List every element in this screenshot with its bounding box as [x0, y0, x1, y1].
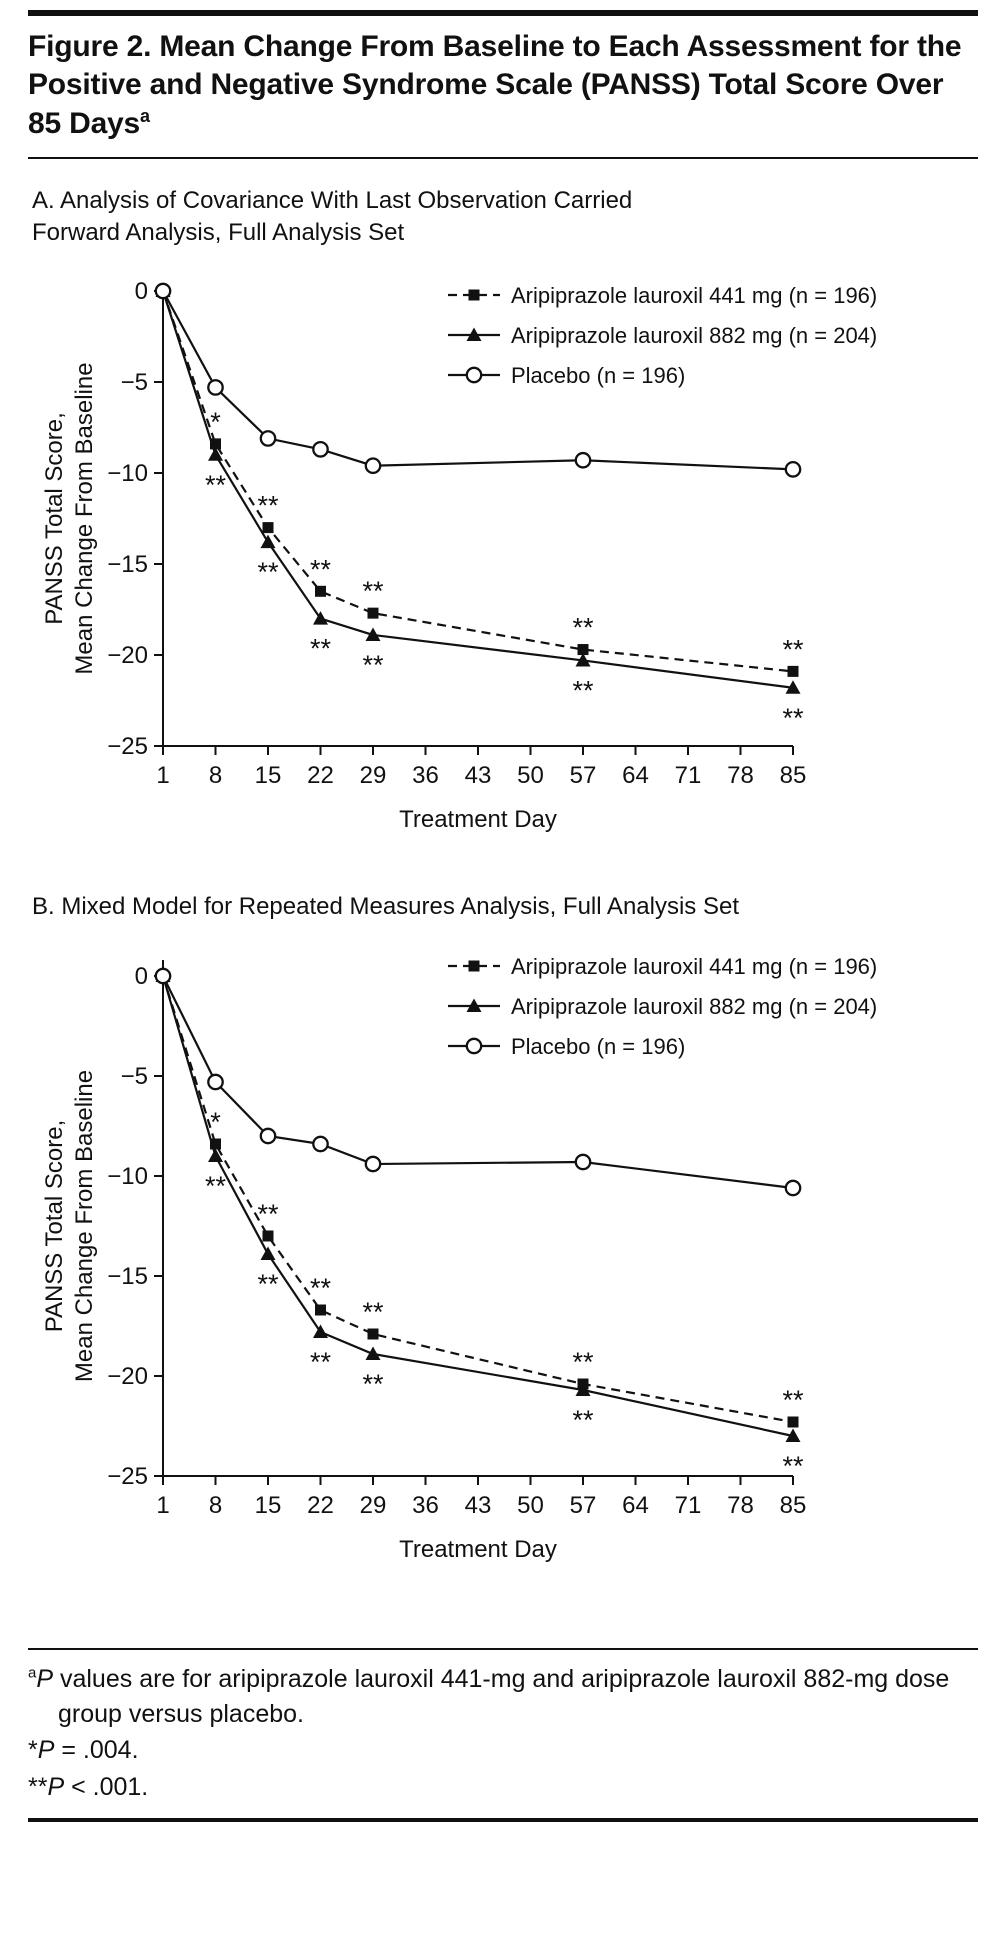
significance-marker: **	[309, 1347, 332, 1378]
circle-marker	[576, 453, 590, 467]
top-rule	[28, 10, 978, 16]
y-axis-title-line1: PANSS Total Score,	[41, 411, 68, 625]
panel-a	[28, 185, 978, 850]
series-aripiprazole-lauroxil-882	[156, 283, 804, 732]
circle-marker	[156, 969, 170, 983]
legend-label: Placebo (n = 196)	[511, 1034, 686, 1060]
legend	[448, 283, 877, 388]
svg-text:−5: −5	[120, 368, 148, 396]
svg-text:43: 43	[464, 1492, 492, 1520]
svg-text:−15: −15	[107, 1263, 148, 1291]
significance-marker: **	[257, 490, 279, 521]
significance-marker: **	[309, 553, 332, 584]
svg-text:22: 22	[307, 1492, 334, 1520]
significance-marker: **	[782, 633, 804, 664]
legend	[448, 954, 877, 1059]
footnote-a	[28, 1662, 978, 1731]
svg-text:78: 78	[727, 761, 754, 789]
circle-marker	[313, 1137, 327, 1151]
circle-marker	[467, 1039, 481, 1053]
footnote-single-star-text: = .004.	[54, 1736, 139, 1765]
square-marker	[368, 607, 379, 618]
svg-text:1: 1	[156, 1492, 170, 1520]
significance-marker: **	[362, 575, 384, 606]
figure-title	[28, 28, 978, 143]
footnote-single-star-p: P	[37, 1736, 55, 1765]
significance-marker: **	[309, 1273, 332, 1304]
footnote-top-rule	[28, 1648, 978, 1650]
svg-text:15: 15	[254, 1492, 282, 1520]
significance-marker: *	[210, 1107, 221, 1138]
panel-b-title: B. Mixed Model for Repeated Measures Analysis, Full Analysis Set	[32, 892, 739, 920]
series-aripiprazole-lauroxil-441	[158, 971, 804, 1428]
significance-marker: **	[782, 1385, 804, 1416]
circle-marker	[786, 462, 800, 476]
svg-text:50: 50	[517, 1492, 544, 1520]
legend-label: Aripiprazole lauroxil 882 mg (n = 204)	[511, 994, 878, 1020]
svg-text:78: 78	[727, 1492, 754, 1520]
x-axis-title: Treatment Day	[399, 1536, 557, 1564]
svg-text:0: 0	[134, 963, 148, 991]
x-axis-title: Treatment Day	[399, 805, 557, 833]
svg-text:50: 50	[517, 761, 544, 789]
y-axis-title-line1: PANSS Total Score,	[41, 1119, 68, 1333]
legend-label: Aripiprazole lauroxil 441 mg (n = 196)	[511, 282, 878, 308]
square-marker	[368, 1329, 379, 1340]
significance-marker: **	[572, 1405, 594, 1436]
title-divider-rule	[28, 157, 978, 159]
panel-a-title: A. Analysis of Covariance With Last Observation Carried Forward Analysis, Full Analysis Set	[32, 187, 633, 246]
svg-text:−25: −25	[107, 732, 148, 760]
legend-item-placebo	[448, 1034, 685, 1059]
significance-marker: **	[362, 649, 384, 680]
triangle-marker	[313, 1325, 328, 1339]
legend-item-aripiprazole-lauroxil-441	[448, 954, 877, 979]
svg-text:0: 0	[134, 277, 148, 305]
footnote-double-star-marker: **	[28, 1772, 48, 1801]
svg-text:−5: −5	[120, 1063, 148, 1091]
svg-text:64: 64	[622, 761, 649, 789]
y-axis-title-line2: Mean Change From Baseline	[71, 1070, 98, 1383]
square-marker	[788, 665, 799, 676]
svg-text:8: 8	[208, 1492, 223, 1520]
svg-text:29: 29	[359, 761, 387, 789]
svg-text:−25: −25	[107, 1463, 148, 1491]
svg-text:15: 15	[254, 761, 282, 789]
legend-label: Aripiprazole lauroxil 441 mg (n = 196)	[511, 954, 878, 980]
square-marker	[469, 961, 480, 972]
triangle-marker	[313, 611, 328, 625]
triangle-marker	[261, 534, 276, 548]
footnote-single-star	[28, 1733, 978, 1768]
footnote-bottom-rule	[28, 1818, 978, 1822]
significance-marker: **	[204, 1171, 227, 1202]
significance-marker: **	[257, 1269, 279, 1300]
circle-marker	[366, 458, 380, 472]
legend-label: Placebo (n = 196)	[511, 362, 686, 388]
square-marker	[263, 522, 274, 533]
legend-item-placebo	[448, 363, 685, 388]
significance-marker: **	[572, 612, 594, 643]
circle-marker	[467, 367, 481, 381]
circle-marker	[576, 1155, 590, 1169]
square-marker	[315, 585, 326, 596]
significance-marker: *	[210, 406, 221, 437]
legend-item-aripiprazole-lauroxil-441	[448, 283, 877, 308]
footnote-a-superscript: a	[28, 1664, 37, 1682]
circle-marker	[366, 1157, 380, 1171]
footnote-a-text: values are for aripiprazole lauroxil 441-mg and aripiprazole lauroxil 882-mg dose group versus placebo.	[53, 1665, 950, 1728]
triangle-marker	[366, 1347, 381, 1361]
svg-text:36: 36	[412, 1492, 439, 1520]
svg-text:36: 36	[412, 761, 439, 789]
axis-labels	[41, 278, 806, 833]
svg-text:85: 85	[779, 761, 807, 789]
svg-text:57: 57	[569, 1492, 597, 1520]
axis-labels	[41, 963, 806, 1563]
legend-label: Aripiprazole lauroxil 882 mg (n = 204)	[511, 322, 878, 348]
svg-text:85: 85	[779, 1492, 807, 1520]
footnote-single-star-marker: *	[28, 1736, 38, 1765]
circle-marker	[208, 1075, 222, 1089]
significance-marker: **	[257, 1199, 279, 1230]
svg-text:−10: −10	[107, 459, 148, 487]
svg-text:29: 29	[359, 1492, 387, 1520]
svg-text:8: 8	[208, 761, 223, 789]
footnote-a-p: P	[36, 1665, 54, 1694]
square-marker	[263, 1231, 274, 1242]
svg-text:64: 64	[622, 1492, 649, 1520]
significance-marker: **	[257, 556, 279, 587]
legend-item-aripiprazole-lauroxil-882	[448, 994, 877, 1019]
significance-marker: **	[572, 1347, 594, 1378]
triangle-marker	[261, 1247, 276, 1261]
figure-title-text: Figure 2. Mean Change From Baseline to Each Assessment for the Positive and Negative Syndrome Scale (PANSS) Total Score Over 85 Days	[28, 30, 962, 140]
svg-text:−20: −20	[107, 641, 148, 669]
significance-marker: **	[782, 702, 804, 733]
svg-text:71: 71	[674, 761, 702, 789]
svg-text:−10: −10	[107, 1163, 148, 1191]
svg-text:−15: −15	[107, 550, 148, 578]
svg-text:−20: −20	[107, 1363, 148, 1391]
circle-marker	[261, 431, 275, 445]
circle-marker	[313, 442, 327, 456]
circle-marker	[786, 1181, 800, 1195]
footnotes	[28, 1648, 978, 1822]
footnote-double-star-p: P	[47, 1772, 65, 1801]
circle-marker	[261, 1129, 275, 1143]
square-marker	[788, 1417, 799, 1428]
svg-text:22: 22	[307, 761, 334, 789]
circle-marker	[156, 283, 170, 297]
panel-b	[28, 891, 978, 1585]
panel-b-chart	[28, 924, 978, 1584]
axes	[154, 291, 793, 755]
significance-marker: **	[204, 469, 227, 500]
footnote-double-star	[28, 1770, 978, 1805]
significance-marker: **	[572, 674, 594, 705]
footnote-double-star-text: < .001.	[64, 1772, 149, 1801]
svg-text:71: 71	[674, 1492, 702, 1520]
square-marker	[315, 1305, 326, 1316]
significance-marker: **	[362, 1369, 384, 1400]
legend-item-aripiprazole-lauroxil-882	[448, 323, 877, 348]
significance-marker: **	[309, 633, 332, 664]
panel-a-chart	[28, 251, 978, 851]
square-marker	[469, 289, 480, 300]
svg-text:43: 43	[464, 761, 492, 789]
svg-text:57: 57	[569, 761, 597, 789]
figure-title-superscript: a	[140, 105, 150, 126]
significance-marker: **	[782, 1451, 804, 1482]
circle-marker	[208, 380, 222, 394]
significance-marker: **	[362, 1297, 384, 1328]
svg-text:1: 1	[156, 761, 170, 789]
y-axis-title-line2: Mean Change From Baseline	[71, 361, 98, 675]
